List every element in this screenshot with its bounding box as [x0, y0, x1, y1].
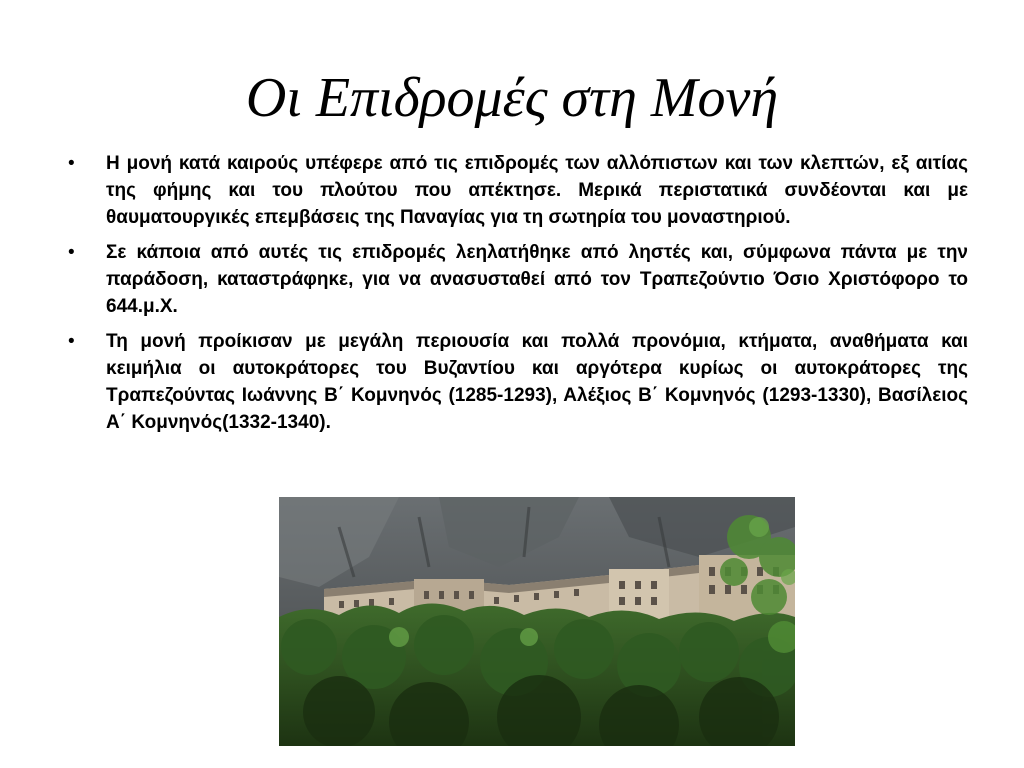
- bullet-list: [60, 150, 968, 444]
- bullet-text: Η μονή κατά καιρούς υπέφερε από τις επιδρομές των αλλόπιστων και των κλεπτών, εξ αιτίας της φήμης και του πλούτου που απέκτησε. Μερικά περιστατικά συνδέονται και με θαυματουργικές επεμβάσεις της Παναγίας για τη σωτηρία του μοναστηριού.: [106, 153, 968, 228]
- bullet-item: [60, 150, 968, 231]
- monastery-photo: [279, 497, 795, 746]
- bullet-text: Τη μονή προίκισαν με μεγάλη περιουσία και πολλά προνόμια, κτήματα, αναθήματα και κειμήλια οι αυτοκράτορες του Βυζαντίου και αργότερα κυρίως οι αυτοκράτορες της Τραπεζούντας Ιωάννης Β΄ Κομνηνός (1285-1293), Αλέξιος Β΄ Κομνηνός (1293-1330), Βασίλειος Α΄ Κομνηνός(1332-1340).: [106, 331, 968, 433]
- bullet-text: Σε κάποια από αυτές τις επιδρομές λεηλατήθηκε από ληστές και, σύμφωνα πάντα με την παράδοση, καταστράφηκε, για να ανασυσταθεί από τον Τραπεζούντιο Όσιο Χριστόφορο το 644.μ.Χ.: [106, 242, 968, 317]
- bullet-icon: •: [68, 153, 75, 174]
- bullet-item: [60, 239, 968, 320]
- bullet-icon: •: [68, 331, 75, 352]
- bullet-item: [60, 328, 968, 436]
- slide-title: Οι Επιδρομές στη Μονή: [245, 67, 779, 129]
- bullet-icon: •: [68, 242, 75, 263]
